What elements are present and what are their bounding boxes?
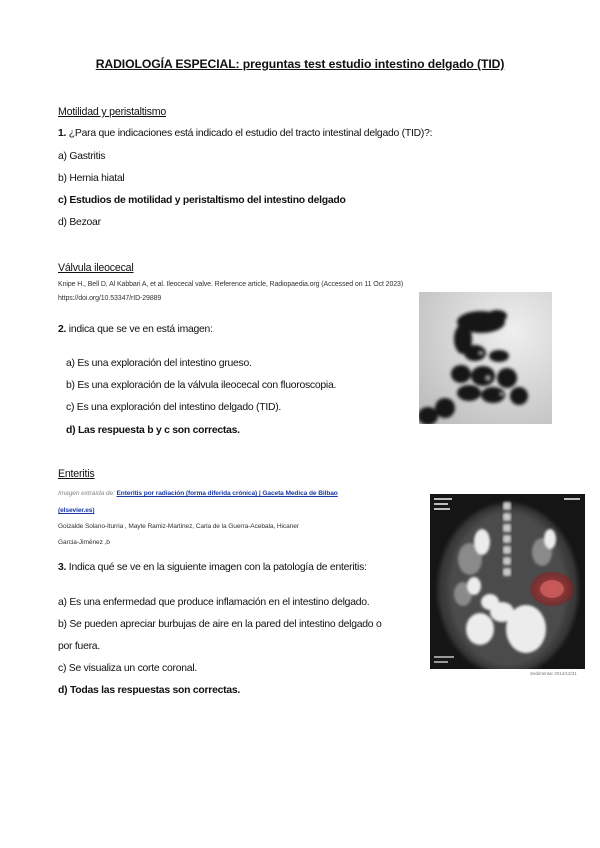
answer-option: d) Bezoar [58,217,101,228]
source-prefix: Imagen extraída de: [58,490,115,497]
answer-option-correct: c) Estudios de motilidad y peristaltismo del intestino delgado [58,195,346,206]
reference-text: Knipe H., Bell D, Al Kabbari A, et al. Ileocecal valve. Reference article, Radiopaedia.org (Accessed on 11 Oct 2023) [58,281,404,288]
question-3 [58,562,367,573]
answer-option: b) Se pueden apreciar burbujas de aire en la pared del intestino delgado o [58,619,382,630]
answer-option: a) Es una enfermedad que produce inflamación en el intestino delgado. [58,597,370,608]
question-number: 1. [58,128,67,139]
answer-option-correct: d) Todas las respuestas son correctas. [58,685,241,696]
question-number: 3. [58,562,67,573]
question-text: Indica qué se ve en la siguiente imagen con la patología de enteritis: [66,562,367,573]
fluoroscopy-image [419,292,552,424]
answer-option: a) Es una exploración del intestino grueso. [66,358,252,369]
section-heading-enteritis: Enteritis [58,468,95,480]
image-caption: Sedimentar 2014/12/31 [530,671,577,676]
source-link-continued[interactable]: (elsevier.es) [58,507,95,514]
question-1 [58,128,432,139]
question-text: ¿Para que indicaciones está indicado el estudio del tracto intestinal delgado (TID)?: [66,128,433,139]
question-2 [58,324,213,335]
section-heading-valvula: Válvula ileocecal [58,262,134,274]
answer-option: b) Hernia hiatal [58,173,125,184]
ct-coronal-image [430,494,585,669]
answer-option: b) Es una exploración de la válvula ileocecal con fluoroscopia. [66,380,337,391]
question-text: indica que se ve en está imagen: [66,324,213,335]
authors-text: Goizalde Solano-Iturria , Mayte Ramiz-Martinez, Carla de la Guerra-Acebala, Hicaner [58,523,299,530]
image-source [58,490,338,497]
answer-option: c) Se visualiza un corte coronal. [58,663,198,674]
answer-option: c) Es una exploración del intestino delgado (TID). [66,402,282,413]
page-title: RADIOLOGÍA ESPECIAL: preguntas test estudio intestino delgado (TID) [95,57,505,71]
answer-option: a) Gastritis [58,151,106,162]
question-number: 2. [58,324,67,335]
source-link[interactable]: Enteritis por radiación (forma diferida crónica) | Gaceta Medica de Bilbao [116,490,338,497]
section-heading-motilidad: Motilidad y peristaltismo [58,106,167,118]
reference-doi: https://doi.org/10.53347/rID-29889 [58,295,162,302]
answer-option-correct: d) Las respuesta b y c son correctas. [66,425,240,436]
answer-option-continued: por fuera. [58,641,100,652]
authors-text: Garcia-Jiménez ,b [58,539,110,546]
